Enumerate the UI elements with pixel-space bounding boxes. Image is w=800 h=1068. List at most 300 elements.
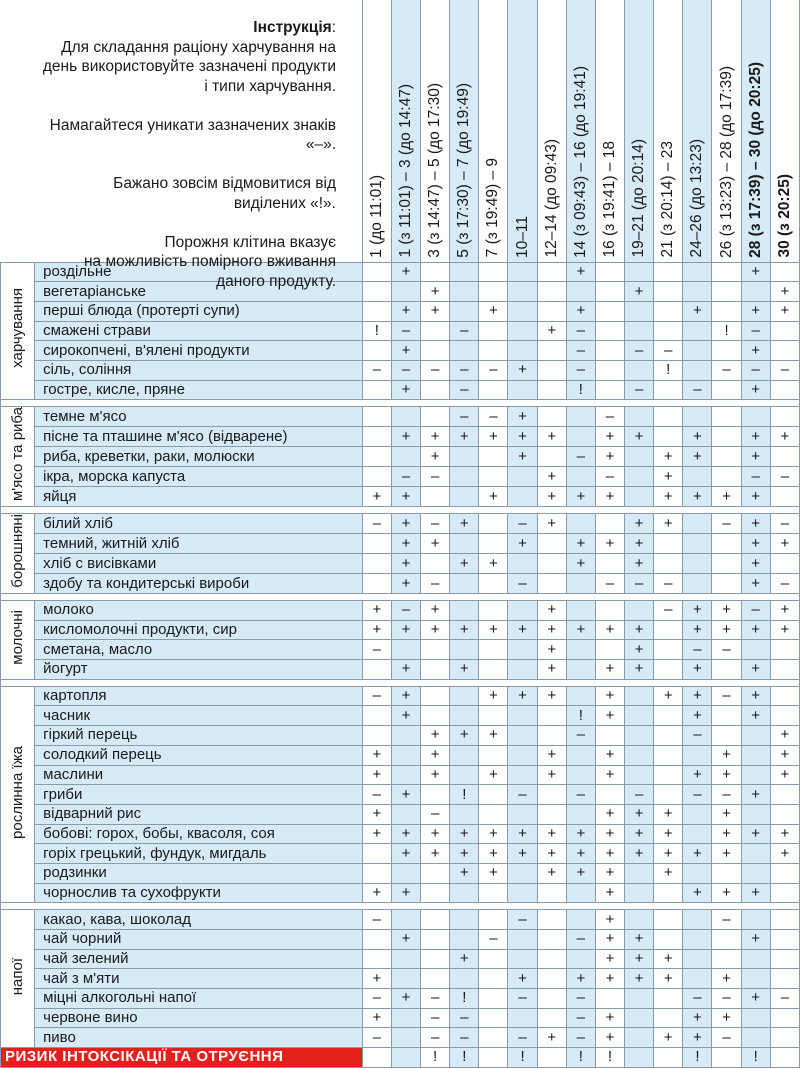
value-cell: + — [391, 514, 420, 534]
value-cell — [479, 660, 508, 680]
value-cell — [625, 487, 654, 507]
value-cell: – — [421, 1028, 450, 1048]
column-header-wrap — [538, 0, 566, 262]
product-label: вегетаріанське — [35, 282, 363, 302]
value-cell — [362, 407, 391, 427]
value-cell — [566, 640, 595, 660]
value-cell: + — [479, 301, 508, 321]
value-cell: ! — [712, 321, 741, 341]
value-cell: + — [566, 620, 595, 640]
column-header-label: 5 (з 17:30) – 7 (до 19:49) — [455, 82, 473, 258]
product-label: какао, кава, шоколад — [35, 910, 363, 930]
value-cell: – — [595, 467, 624, 487]
risk-value-cell — [625, 1048, 654, 1068]
column-header — [421, 0, 450, 262]
value-cell: + — [683, 660, 712, 680]
value-cell: + — [741, 447, 770, 467]
value-cell — [712, 863, 741, 883]
column-header-label: 10–11 — [513, 215, 531, 258]
value-cell — [566, 574, 595, 594]
value-cell — [683, 262, 712, 282]
value-cell — [421, 969, 450, 989]
value-cell: – — [712, 989, 741, 1009]
value-cell: – — [508, 785, 537, 805]
value-cell — [479, 1028, 508, 1048]
value-cell: – — [421, 574, 450, 594]
value-cell — [508, 341, 537, 361]
value-cell: + — [566, 262, 595, 282]
product-label: роздільне — [35, 262, 363, 282]
value-cell: – — [391, 360, 420, 380]
column-header-wrap — [567, 0, 595, 262]
value-cell — [741, 1028, 770, 1048]
value-cell — [479, 534, 508, 554]
value-cell: – — [770, 574, 799, 594]
value-cell — [683, 514, 712, 534]
value-cell — [741, 745, 770, 765]
risk-value-cell: ! — [450, 1048, 479, 1068]
value-cell — [683, 407, 712, 427]
value-cell — [683, 321, 712, 341]
value-cell: + — [391, 380, 420, 400]
value-cell — [508, 282, 537, 302]
value-cell — [479, 949, 508, 969]
table-row — [1, 427, 800, 447]
value-cell: + — [362, 883, 391, 903]
risk-value-cell — [770, 1048, 799, 1068]
value-cell — [654, 706, 683, 726]
value-cell: + — [625, 514, 654, 534]
value-cell: + — [683, 427, 712, 447]
value-cell: – — [595, 407, 624, 427]
value-cell — [712, 726, 741, 746]
value-cell: + — [537, 601, 566, 621]
value-cell — [508, 467, 537, 487]
value-cell — [537, 262, 566, 282]
value-cell: – — [625, 380, 654, 400]
value-cell: – — [566, 930, 595, 950]
value-cell — [450, 930, 479, 950]
column-header-wrap — [363, 0, 391, 262]
table-row — [1, 686, 800, 706]
value-cell: ! — [566, 380, 595, 400]
value-cell — [741, 844, 770, 864]
value-cell — [654, 620, 683, 640]
column-header-wrap — [625, 0, 653, 262]
instructions-line: Порожня клітина вказує — [164, 233, 336, 251]
value-cell: + — [712, 765, 741, 785]
value-cell — [362, 726, 391, 746]
value-cell: + — [391, 824, 420, 844]
column-header-label: 19–21 (до 20:14) — [630, 139, 648, 258]
value-cell: + — [625, 620, 654, 640]
value-cell — [479, 447, 508, 467]
value-cell: – — [654, 341, 683, 361]
value-cell: + — [741, 262, 770, 282]
value-cell: – — [566, 785, 595, 805]
value-cell: + — [362, 765, 391, 785]
value-cell: + — [595, 969, 624, 989]
value-cell: + — [654, 863, 683, 883]
product-label: червоне вино — [35, 1008, 363, 1028]
value-cell: + — [537, 514, 566, 534]
table-row — [1, 380, 800, 400]
value-cell — [595, 640, 624, 660]
category-cell — [1, 601, 35, 680]
product-label: гостре, кисле, пряне — [35, 380, 363, 400]
value-cell: – — [683, 726, 712, 746]
value-cell — [770, 910, 799, 930]
group-separator — [1, 594, 800, 601]
value-cell — [450, 282, 479, 302]
value-cell — [683, 341, 712, 361]
value-cell — [537, 447, 566, 467]
value-cell: – — [683, 640, 712, 660]
product-label: відварний рис — [35, 804, 363, 824]
column-header-wrap — [742, 0, 770, 262]
value-cell: + — [654, 949, 683, 969]
product-label: міцні алкогольні напої — [35, 989, 363, 1009]
value-cell: + — [741, 785, 770, 805]
value-cell: – — [712, 910, 741, 930]
value-cell — [712, 447, 741, 467]
value-cell — [625, 910, 654, 930]
value-cell: + — [683, 844, 712, 864]
value-cell — [421, 640, 450, 660]
value-cell — [595, 785, 624, 805]
value-cell — [391, 745, 420, 765]
value-cell: + — [421, 620, 450, 640]
value-cell: + — [625, 844, 654, 864]
value-cell — [479, 262, 508, 282]
value-cell — [566, 686, 595, 706]
risk-row — [1, 1048, 800, 1068]
value-cell — [537, 380, 566, 400]
value-cell: – — [741, 467, 770, 487]
value-cell: + — [479, 427, 508, 447]
value-cell: + — [508, 427, 537, 447]
value-cell: – — [566, 726, 595, 746]
value-cell — [770, 883, 799, 903]
value-cell — [683, 910, 712, 930]
value-cell: + — [537, 824, 566, 844]
value-cell — [770, 1028, 799, 1048]
product-label: сіль, соління — [35, 360, 363, 380]
value-cell: + — [450, 726, 479, 746]
column-header — [479, 0, 508, 262]
value-cell: + — [537, 745, 566, 765]
risk-value-cell — [712, 1048, 741, 1068]
value-cell: + — [712, 969, 741, 989]
value-cell: + — [391, 427, 420, 447]
value-cell: – — [712, 1028, 741, 1048]
value-cell: + — [421, 765, 450, 785]
value-cell — [625, 321, 654, 341]
table-row — [1, 824, 800, 844]
value-cell — [712, 282, 741, 302]
value-cell: – — [362, 910, 391, 930]
value-cell — [421, 660, 450, 680]
value-cell — [595, 262, 624, 282]
value-cell — [654, 765, 683, 785]
value-cell: – — [421, 514, 450, 534]
value-cell — [712, 930, 741, 950]
value-cell — [654, 989, 683, 1009]
value-cell — [566, 883, 595, 903]
value-cell: + — [595, 745, 624, 765]
value-cell: + — [595, 706, 624, 726]
value-cell — [595, 321, 624, 341]
value-cell — [421, 321, 450, 341]
value-cell — [450, 301, 479, 321]
value-cell: – — [479, 930, 508, 950]
value-cell — [537, 360, 566, 380]
value-cell — [479, 467, 508, 487]
value-cell: + — [683, 1028, 712, 1048]
value-cell — [625, 706, 654, 726]
value-cell: + — [391, 686, 420, 706]
value-cell — [770, 804, 799, 824]
product-label: чай з м'яти — [35, 969, 363, 989]
table-row — [1, 726, 800, 746]
table-row — [1, 534, 800, 554]
risk-value-cell: ! — [683, 1048, 712, 1068]
value-cell: + — [712, 804, 741, 824]
value-cell — [741, 804, 770, 824]
column-header-wrap — [654, 0, 682, 262]
value-cell: + — [508, 407, 537, 427]
value-cell: + — [391, 660, 420, 680]
value-cell — [421, 930, 450, 950]
value-cell: – — [362, 686, 391, 706]
value-cell: + — [566, 824, 595, 844]
value-cell: – — [712, 785, 741, 805]
value-cell: + — [479, 863, 508, 883]
instructions-paragraph-2 — [0, 116, 336, 155]
value-cell — [712, 534, 741, 554]
value-cell: – — [712, 514, 741, 534]
value-cell — [450, 745, 479, 765]
value-cell: – — [712, 640, 741, 660]
value-cell: + — [391, 262, 420, 282]
value-cell: + — [741, 883, 770, 903]
value-cell — [654, 785, 683, 805]
value-cell: + — [362, 601, 391, 621]
value-cell: + — [595, 804, 624, 824]
table-row — [1, 930, 800, 950]
table-row — [1, 1028, 800, 1048]
value-cell: + — [537, 487, 566, 507]
value-cell — [362, 301, 391, 321]
value-cell: – — [450, 1028, 479, 1048]
instructions-paragraph-4 — [0, 233, 336, 292]
value-cell — [770, 262, 799, 282]
table-row — [1, 321, 800, 341]
value-cell — [508, 601, 537, 621]
table-row — [1, 447, 800, 467]
value-cell — [450, 686, 479, 706]
value-cell: + — [683, 620, 712, 640]
value-cell: + — [712, 620, 741, 640]
column-header — [566, 0, 595, 262]
risk-value-cell — [362, 1048, 391, 1068]
column-header-wrap — [421, 0, 449, 262]
value-cell — [537, 910, 566, 930]
value-cell — [391, 910, 420, 930]
product-label: хліб с висівками — [35, 554, 363, 574]
value-cell: + — [421, 601, 450, 621]
category-label: напої — [8, 957, 26, 995]
risk-value-cell: ! — [595, 1048, 624, 1068]
value-cell: + — [391, 930, 420, 950]
value-cell — [654, 534, 683, 554]
value-cell: – — [770, 989, 799, 1009]
table-row — [1, 883, 800, 903]
value-cell — [654, 282, 683, 302]
value-cell — [479, 910, 508, 930]
value-cell — [770, 686, 799, 706]
value-cell: + — [508, 534, 537, 554]
value-cell: – — [362, 514, 391, 534]
column-header-wrap — [771, 0, 799, 262]
value-cell — [595, 989, 624, 1009]
value-cell — [712, 949, 741, 969]
value-cell: + — [421, 427, 450, 447]
value-cell: + — [391, 620, 420, 640]
product-label: солодкий перець — [35, 745, 363, 765]
value-cell — [508, 380, 537, 400]
value-cell — [595, 601, 624, 621]
value-cell: + — [421, 745, 450, 765]
value-cell: + — [537, 640, 566, 660]
column-header-label: 1 (з 11:01) – 3 (до 14:47) — [396, 83, 414, 258]
value-cell — [683, 534, 712, 554]
value-cell: + — [770, 282, 799, 302]
value-cell: + — [654, 804, 683, 824]
column-header — [362, 0, 391, 262]
value-cell — [450, 910, 479, 930]
value-cell: + — [595, 660, 624, 680]
table-row — [1, 620, 800, 640]
value-cell: – — [654, 601, 683, 621]
table-row — [1, 785, 800, 805]
value-cell: ! — [566, 706, 595, 726]
value-cell — [566, 949, 595, 969]
value-cell: ! — [450, 989, 479, 1009]
value-cell: + — [683, 686, 712, 706]
value-cell: – — [362, 989, 391, 1009]
product-label: родзинки — [35, 863, 363, 883]
value-cell — [508, 487, 537, 507]
value-cell — [421, 380, 450, 400]
instructions-block: Інструкція: Для складання раціону харчування на день використовуйте зазначені продукти і типи харчування. Намагайтеся уникати зазначених знаків «–». Бажано зовсім відмовитися від виділених «!». Порожня клітина вказує на можливість помірного вживання даного продукту. — [0, 18, 336, 311]
value-cell — [625, 726, 654, 746]
value-cell: + — [421, 447, 450, 467]
value-cell — [362, 341, 391, 361]
value-cell — [362, 467, 391, 487]
value-cell: + — [421, 301, 450, 321]
value-cell — [479, 574, 508, 594]
value-cell: ! — [450, 785, 479, 805]
value-cell: + — [625, 930, 654, 950]
value-cell — [508, 262, 537, 282]
risk-value-cell — [537, 1048, 566, 1068]
value-cell — [421, 686, 450, 706]
value-cell — [741, 765, 770, 785]
value-cell — [391, 726, 420, 746]
value-cell — [654, 321, 683, 341]
value-cell: – — [741, 360, 770, 380]
value-cell — [741, 969, 770, 989]
value-cell: + — [479, 824, 508, 844]
value-cell — [450, 447, 479, 467]
value-cell — [566, 407, 595, 427]
value-cell — [741, 640, 770, 660]
value-cell — [654, 301, 683, 321]
column-header-label: 26 (з 13:23) – 28 (до 17:39) — [717, 65, 735, 258]
value-cell — [450, 765, 479, 785]
instructions-paragraph-1 — [0, 38, 336, 97]
value-cell — [741, 910, 770, 930]
value-cell: + — [508, 447, 537, 467]
value-cell: – — [421, 989, 450, 1009]
instructions-line: виділених «!». — [233, 194, 336, 212]
value-cell: + — [683, 301, 712, 321]
value-cell: ! — [362, 321, 391, 341]
value-cell — [654, 640, 683, 660]
value-cell: – — [683, 380, 712, 400]
value-cell: + — [537, 863, 566, 883]
value-cell: + — [712, 1008, 741, 1028]
value-cell — [770, 949, 799, 969]
product-label: чай чорний — [35, 930, 363, 950]
product-label: картопля — [35, 686, 363, 706]
value-cell: + — [741, 824, 770, 844]
instructions-line: Бажано зовсім відмовитися від — [113, 175, 336, 192]
instructions-line: день використовуйте зазначені продукти — [42, 58, 336, 75]
value-cell: + — [421, 534, 450, 554]
value-cell: + — [683, 706, 712, 726]
value-cell: + — [362, 804, 391, 824]
value-cell: + — [537, 467, 566, 487]
value-cell — [566, 804, 595, 824]
value-cell: + — [770, 824, 799, 844]
instructions-line: Для складання раціону харчування на — [61, 38, 336, 56]
value-cell — [770, 785, 799, 805]
separator-cell — [1, 594, 800, 601]
value-cell: + — [595, 686, 624, 706]
value-cell — [770, 969, 799, 989]
value-cell — [595, 726, 624, 746]
value-cell — [770, 1008, 799, 1028]
value-cell: + — [479, 620, 508, 640]
value-cell — [537, 554, 566, 574]
value-cell: + — [741, 554, 770, 574]
value-cell — [508, 726, 537, 746]
product-label: чай зелений — [35, 949, 363, 969]
value-cell — [770, 447, 799, 467]
value-cell — [479, 969, 508, 989]
value-cell — [391, 447, 420, 467]
column-header — [683, 0, 712, 262]
instructions-title: Інструкція — [253, 19, 332, 36]
column-header — [654, 0, 683, 262]
value-cell: + — [741, 534, 770, 554]
value-cell — [508, 745, 537, 765]
value-cell — [479, 745, 508, 765]
value-cell: + — [508, 844, 537, 864]
value-cell — [537, 949, 566, 969]
